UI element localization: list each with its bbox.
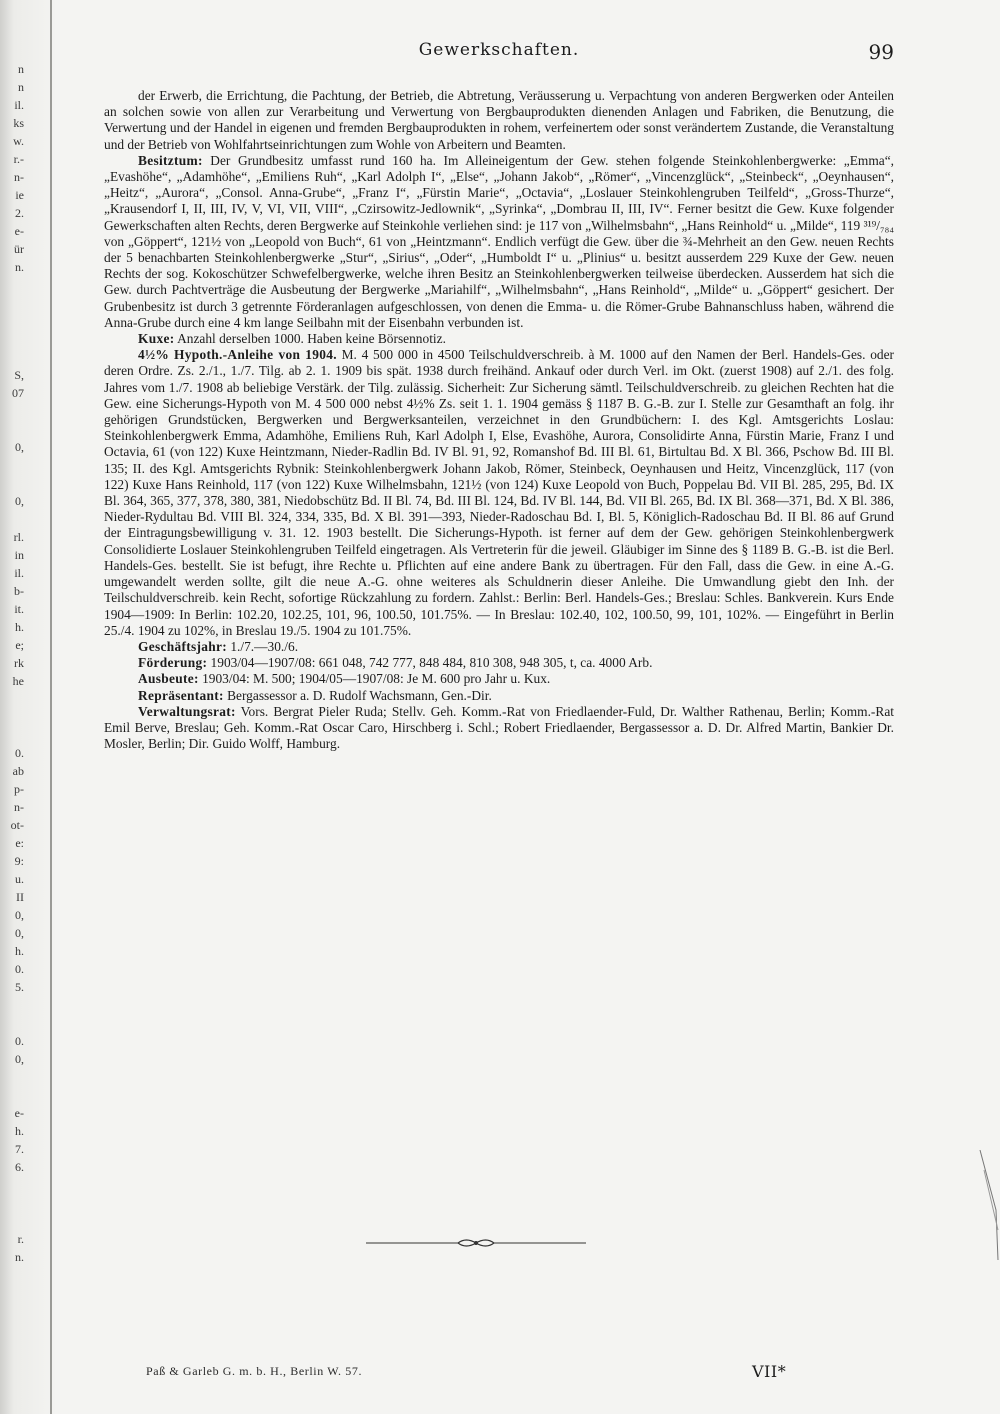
gutter-fragment: u. [15, 872, 24, 886]
gutter-fragment [0, 1068, 24, 1086]
gutter-fragment: 07 [12, 386, 24, 400]
running-title: Gewerkschaften. [418, 40, 580, 60]
page-header [104, 40, 894, 66]
gutter-fragment [0, 312, 24, 330]
paragraph-text: der Erwerb, die Errichtung, die Pachtung, der Betrieb, die Abtretung, Veräusserung u. Verpachtung von anderen Bergwerken oder Anteilen an solchen sowie von allen zur Verarbeitung und Verwertung von Bergbauprodukten dienenden Anlagen und Fabriken, die Benutzung, die Verwertung und der Handel in eigenen und fremden Bergbauprodukten in rohem, verfeinertem oder sonst verändertem Zustande, die Veranstaltung und der Betrieb von Wohlfahrtseinrichtungen zum Wohle von Arbeitern und Beamten. [104, 88, 894, 152]
gutter-fragment: e; [15, 638, 24, 652]
gutter-fragment: il. [14, 566, 24, 580]
gutter-fragment: 6. [15, 1160, 24, 1174]
gutter-fragment: h. [15, 944, 24, 958]
gutter-fragment: 0, [15, 1052, 24, 1066]
gutter-fragment: n [18, 62, 24, 76]
gutter-fragment: e- [14, 1106, 24, 1120]
paragraph-besitztum [104, 153, 894, 331]
gutter-fragment [0, 456, 24, 474]
paragraph-lead: Verwaltungsrat: [138, 703, 236, 719]
gutter-fragment [0, 348, 24, 366]
gutter-fragment [0, 474, 24, 492]
printer-imprint: Paß & Garleb G. m. b. H., Berlin W. 57. [146, 1364, 363, 1378]
gutter-fragment: 0. [15, 962, 24, 976]
paragraph-verwaltungsrat [104, 704, 894, 753]
paragraph-text: 1./7.—30./6. [227, 638, 299, 654]
paragraph-lead: Förderung: [138, 655, 208, 671]
gutter-fragment: n- [14, 800, 24, 814]
gutter-fragment: n. [15, 260, 24, 274]
gutter-fragment: ür [14, 242, 24, 256]
gutter-fragment [0, 330, 24, 348]
paragraph-lead: Besitztum: [138, 152, 203, 168]
gutter-fragment: 2. [15, 206, 24, 220]
gutter-fragment [0, 690, 24, 708]
gutter-fragment: 0. [15, 746, 24, 760]
gutter-fragment: S, [14, 368, 24, 382]
paragraph-purpose [104, 88, 894, 153]
gutter-fragment [0, 1176, 24, 1194]
gutter-fragment [0, 1212, 24, 1230]
gutter-fragment: 0, [15, 440, 24, 454]
gutter-fragment: h. [15, 1124, 24, 1138]
gutter-fragment [0, 402, 24, 420]
gutter-fragment [0, 708, 24, 726]
gutter-fragment: 0, [15, 908, 24, 922]
paragraph-text: 1903/04—1907/08: 661 048, 742 777, 848 484, 810 308, 948 305, t, ca. 4000 Arb. [207, 655, 653, 671]
paragraph-geschaeftsjahr [104, 639, 894, 655]
page-edge-mark [978, 1150, 1000, 1260]
paragraph-lead: Kuxe: [138, 331, 175, 347]
gutter-fragment: rl. [13, 530, 24, 544]
paragraph-text: Vors. Bergrat Pieler Ruda; Stellv. Geh. Komm.-Rat von Friedlaender-Fuld, Dr. Walther Rathenau, Berlin; Komm.-Rat Emil Berve, Breslau; Geh. Komm.-Rat Oscar Caro, Hirschberg i. Schl.; Robert Friedlaender, Bergassessor a. D. Dr. Alfred Martin, Bankier Dr. Mosler, Berlin; Dir. Guido Wolff, Hamburg. [104, 703, 894, 752]
paragraph-lead: Geschäftsjahr: [138, 638, 227, 654]
gutter-fragment: ab [12, 764, 24, 778]
gutter-fragment: p- [14, 782, 24, 796]
paragraph-repraesentant [104, 688, 894, 704]
gutter-fragment: r. [17, 1232, 24, 1246]
gutter-fragment: n- [14, 170, 24, 184]
gutter-fragment: e: [15, 836, 24, 850]
gutter-fragment: il. [14, 98, 24, 112]
gutter-fragment: 7. [15, 1142, 24, 1156]
gutter-fragment: 0. [15, 1034, 24, 1048]
gutter-fragment: 0, [15, 494, 24, 508]
gutter-fragment: rk [14, 656, 24, 670]
gutter-fragment: n. [15, 1250, 24, 1264]
gutter-fragment: 0, [15, 926, 24, 940]
paragraph-text: 1903/04: M. 500; 1904/05—1907/08: Je M. 600 pro Jahr u. Kux. [198, 671, 551, 687]
gutter-fragment: e- [14, 224, 24, 238]
gutter-fragment [0, 726, 24, 744]
gutter-fragment: it. [14, 602, 24, 616]
page-fold-line [50, 0, 52, 1414]
paragraph-text: Bergassessor a. D. Rudolf Wachsmann, Gen.-Dir. [223, 687, 492, 703]
gutter-fragment: II [16, 890, 24, 904]
paragraph-text: Der Grundbesitz umfasst rund 160 ha. Im Alleineigentum der Gew. stehen folgende Steinkohlenbergwerke: „Emma“, „Evashöhe“, „Adamhöhe“, „Emiliens Ruh“, „Karl Adolph I“, „Else“, „Johann Jakob“, „Römer“, „Vincenzglück“, „Steinbeck“, „Oeynhausen“, „Heitz“, „Aurora“, „Consol. Anna-Grube“, „Franz I“, „Fürstin Marie“, „Octavia“, „Loslauer Steinkohlengruben Teilfeld“, „Gross-Thurze“, „Krausendorf I, II, III, IV, V, VI, VII, VIII“, „Czirsowitz-Jedlownik“, „Syrinka“, „Dombrau II, III, IV“. Ferner besitzt die Gew. Kuxe folgender Gewerkschaften alten Rechts, deren Bergwerke auf Steinkohle verliehen sind: je 117 von „Wilhelmsbahn“, „Hans Reinhold“ u. „Milde“, 119 ³¹⁹/₇₈₄ von „Göppert“, 121½ von „Leopold von Buch“, 61 von „Heintzmann“. Endlich verfügt die Gew. über die ¾-Mehrheit an den Gew. neuen Rechts der 5 benachbarten Steinkohlenbergwerke „Stur“, „Sirius“, „Oder“, „Humboldt I“ u. „Plinius“ u. besitzt ausserdem 229 Kuxe der Gew. neuen Rechts der sog. Kokoschützer Schwefelbergwerke, welche ihren Besitz an Steinkohlenbergwerken teilweise überdecken. Ausserdem hat sich die Gew. durch Pachtverträge die Ausbeutung der Bergwerke „Mariahilf“, „Wilhelmsbahn“, „Hans Reinhold“, „Milde“ u. „Göppert“ gesichert. Der Grubenbesitz ist durch 3 getrennte Förderanlagen aufgeschlossen, von denen die Emma- u. die Römer-Grube Bahnanschluss haben, während die Anna-Grube durch eine 4 km lange Seilbahn mit der Eisenbahn verbunden ist. [104, 152, 894, 330]
sheet-signature: VII* [752, 1362, 787, 1381]
gutter-fragment [0, 510, 24, 528]
gutter-fragment: n [18, 80, 24, 94]
paragraph-lead: Ausbeute: [138, 671, 199, 687]
gutter-fragment: h. [15, 620, 24, 634]
gutter-fragment [0, 1086, 24, 1104]
gutter-fragment [0, 1014, 24, 1032]
gutter-fragment: w. [13, 134, 24, 148]
gutter-fragment: ks [13, 116, 24, 130]
paragraph-lead: Repräsentant: [138, 687, 224, 703]
paragraph-ausbeute [104, 671, 894, 687]
paragraph-text: M. 4 500 000 in 4500 Teilschuldverschreib. à M. 1000 auf den Namen der Berl. Handels-Ges. oder deren Ordre. Zs. 2./1., 1./7. Tilg. ab 2. 1. 1909 bis spät. 1938 durch freihänd. Ankauf oder durch Verl. im Okt. (zuerst 1908) auf 2./1. des folg. Jahres vom 1./7. 1908 ab beliebige Verstärk. der Tilg. zulässig. Sicherheit: Zur Sicherung sämtl. Teilschuldverschreib. zu gleichen Rechten hat die Gew. eine Sicherungs-Hypoth von M. 4 500 000 nebst 4½% Zs. seit 1. 1. 1904 gemäss § 1187 B. G.-B. zur I. Stelle zur Gesamthaft an folg. ihr gehörigen Grundstücken, Bergwerken und Bergwerksanteilen, verzeichnet in den Grundbüchern: I. des Kgl. Amtsgerichts Loslau: Steinkohlenbergwerk Emma, Adamhöhe, Emiliens Ruh, Karl Adolph I, Else, Evashöhe, Aurora, Consolidirte Anna, Fürstin Marie, Franz I und Octavia, 61 (von 122) Kuxe Heintzmann, Nieder-Radlin Bd. IV Bl. 91, 92, Romanshof Bd. III Bl. 61, Birtultau Bd. X Bl. 366, Pschow Bd. III Bl. 135; II. des Kgl. Amtsgerichts Rybnik: Steinkohlenbergwerk Johann Jakob, Römer, Steinbeck, Oeynhausen und Heitz, Vincenzglück, 117 (von 122) Kuxe Hans Reinhold, 117 (von 122) Kuxe Wilhelmsbahn, 121½ (von 124) Kuxe Leopold von Buch, Poppelau Bd. VII Bl. 285, 295, Bd. IX Bl. 364, 365, 377, 378, 380, 381, Niedobschütz Bd. II Bl. 74, Bd. III Bl. 124, Bd. IV Bl. 144, Bd. VII Bl. 265, Bd. IX Bl. 368—371, Bd. X Bl. 386, Nieder-Rydultau Bd. VIII Bl. 324, 334, 335, Bd. X Bl. 391—393, Nieder-Radoschau Bd. I, Bl. 5, Königlich-Radoschau Bd. II Bl. 86 auf Grund der Eintragungsbewilligung v. 31. 12. 1903 bestellt. Die Sicherungs-Hypoth. ist ferner auf dem der Gew. gehörigen Steinkohlenbergwerk Consolidierte Loslauer Steinkohlengruben Teilfeld eingetragen. Als Vertreterin für die jeweil. Gläubiger im Sinne des § 1189 B. G.-B. ist die Berl. Handels-Ges. bestellt. Sie ist befugt, ihre Rechte u. Pflichten auf eine andere Bank zu übertragen. Für den Fall, dass die Gew. in eine A.-G. umgewandelt werden sollte, gilt die neue A.-G. ohne weiteres als Schuldnerin dieser Anleihe. Die Umwandlung giebt den Inh. der Teilschuldverschreib. kein Recht, sofortige Rückzahlung zu fordern. Zahlst.: Berlin: Berl. Handels-Ges.; Breslau: Schles. Bankverein. Kurs Ende 1904—1909: In Berlin: 102.20, 102.25, 101, 96, 100.50, 101.75%. — In Breslau: 102.40, 102, 100.50, 99, 101, 102%. — Eingeführt in Berlin 25./4. 1904 zu 102%, in Breslau 19./5. 1904 zu 101.75%. [104, 347, 894, 638]
gutter-fragment: he [12, 674, 24, 688]
gutter-fragment: b- [14, 584, 24, 598]
gutter-fragment: r.- [13, 152, 24, 166]
gutter-fragment: ot- [10, 818, 24, 832]
page-number: 99 [868, 40, 894, 64]
gutter-fragment: 5. [15, 980, 24, 994]
gutter-fragment: ie [15, 188, 24, 202]
gutter-fragment [0, 996, 24, 1014]
paragraph-text: Anzahl derselben 1000. Haben keine Börsennotiz. [174, 331, 446, 347]
article-body [104, 88, 894, 752]
gutter-fragment [0, 1194, 24, 1212]
gutter-fragment [0, 294, 24, 312]
gutter-fragment [0, 276, 24, 294]
gutter-fragment [0, 420, 24, 438]
paragraph-anleihe [104, 347, 894, 639]
paragraph-kuxe [104, 331, 894, 347]
paragraph-foerderung [104, 655, 894, 671]
section-divider-ornament [366, 1236, 586, 1250]
gutter-fragment: 9: [14, 854, 24, 868]
paragraph-lead: 4½% Hypoth.-Anleihe von 1904. [138, 347, 337, 363]
previous-page-text-fragments [0, 60, 24, 1266]
gutter-fragment: in [14, 548, 24, 562]
